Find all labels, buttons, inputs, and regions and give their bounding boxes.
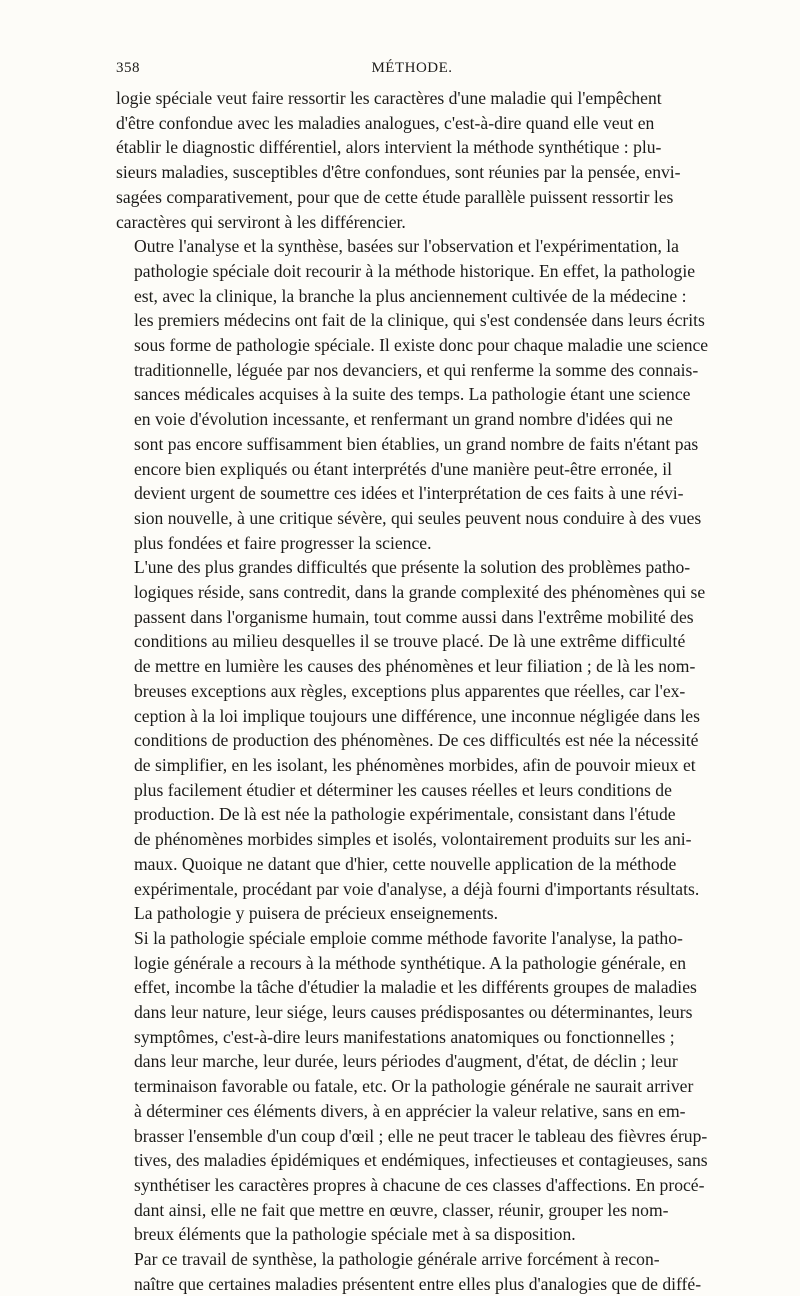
- text-line: devient urgent de soumettre ces idées et l'interprétation de ces faits à une révi-: [134, 483, 684, 504]
- text-line: naître que certaines maladies présentent entre elles plus d'analogies que de diffé-: [134, 1273, 702, 1294]
- text-line: production. De là est née la pathologie expérimentale, consistant dans l'étude: [134, 804, 676, 825]
- text-line: dant ainsi, elle ne fait que mettre en œuvre, classer, réunir, grouper les nom-: [134, 1199, 669, 1220]
- text-line: en voie d'évolution incessante, et renfermant un grand nombre d'idées qui ne: [134, 409, 673, 430]
- text-line: La pathologie y puisera de précieux enseignements.: [134, 903, 498, 924]
- text-line: sion nouvelle, à une critique sévère, qui seules peuvent nous conduire à des vues: [134, 507, 702, 528]
- text-line: terminaison favorable ou fatale, etc. Or la pathologie générale ne saurait arriver: [134, 1076, 694, 1097]
- paragraph: [116, 926, 708, 1247]
- page-number: 358: [116, 60, 140, 76]
- text-line: Si la pathologie spéciale emploie comme méthode favorite l'analyse, la patho-: [134, 927, 683, 948]
- text-line: les premiers médecins ont fait de la clinique, qui s'est condensée dans leurs écrits: [134, 310, 705, 331]
- text-line: établir le diagnostic différentiel, alors intervient la méthode synthétique : plu-: [116, 137, 662, 158]
- text-line: expérimentale, procédant par voie d'analyse, a déjà fourni d'importants résultats.: [134, 878, 700, 899]
- text-line: à déterminer ces éléments divers, à en apprécier la valeur relative, sans en em-: [134, 1100, 686, 1121]
- running-head: MÉTHODE.: [371, 60, 453, 76]
- paragraph: [116, 555, 708, 926]
- text-line: est, avec la clinique, la branche la plus anciennement cultivée de la médecine :: [134, 285, 687, 306]
- text-line: sieurs maladies, susceptibles d'être confondues, sont réunies par la pensée, envi-: [116, 162, 681, 183]
- text-line: dans leur nature, leur siége, leurs causes prédisposantes ou déterminantes, leurs: [134, 1002, 693, 1023]
- text-line: logie générale a recours à la méthode synthétique. A la pathologie générale, en: [134, 952, 687, 973]
- text-line: sagées comparativement, pour que de cette étude parallèle puissent ressortir les: [116, 186, 674, 207]
- text-line: brasser l'ensemble d'un coup d'œil ; elle ne peut tracer le tableau des fièvres érup-: [134, 1125, 708, 1146]
- body-text: [116, 86, 708, 1296]
- text-line: effet, incombe la tâche d'étudier la maladie et les différents groupes de maladies: [134, 977, 697, 998]
- text-line: encore bien expliqués ou étant interprétés d'une manière peut-être erronée, il: [134, 458, 673, 479]
- text-line: sont pas encore suffisamment bien établies, un grand nombre de faits n'étant pas: [134, 433, 699, 454]
- text-line: plus fondées et faire progresser la science.: [134, 532, 432, 553]
- paragraph: [116, 234, 708, 555]
- text-line: sances médicales acquises à la suite des temps. La pathologie étant une science: [134, 384, 691, 405]
- text-line: d'être confondue avec les maladies analogues, c'est-à-dire quand elle veut en: [116, 112, 655, 133]
- page-header: [116, 60, 708, 86]
- text-line: sous forme de pathologie spéciale. Il existe donc pour chaque maladie une science: [134, 335, 708, 356]
- text-line: tives, des maladies épidémiques et endémiques, infectieuses et contagieuses, sans: [134, 1150, 708, 1171]
- text-line: maux. Quoique ne datant que d'hier, cette nouvelle application de la méthode: [134, 853, 677, 874]
- text-line: conditions au milieu desquelles il se trouve placé. De là une extrême difficulté: [134, 631, 686, 652]
- text-line: dans leur marche, leur durée, leurs périodes d'augment, d'état, de déclin ; leur: [134, 1051, 678, 1072]
- text-line: logiques réside, sans contredit, dans la grande complexité des phénomènes qui se: [134, 582, 706, 603]
- text-line: synthétiser les caractères propres à chacune de ces classes d'affections. En procé-: [134, 1174, 705, 1195]
- text-line: caractères qui serviront à les différencier.: [116, 211, 406, 232]
- text-line: ception à la loi implique toujours une différence, une inconnue négligée dans les: [134, 705, 700, 726]
- text-line: de simplifier, en les isolant, les phénomènes morbides, afin de pouvoir mieux et: [134, 754, 696, 775]
- text-line: pathologie spéciale doit recourir à la méthode historique. En effet, la pathologie: [134, 260, 696, 281]
- text-line: Outre l'analyse et la synthèse, basées sur l'observation et l'expérimentation, la: [134, 236, 679, 257]
- text-line: L'une des plus grandes difficultés que présente la solution des problèmes patho-: [134, 557, 691, 578]
- text-line: logie spéciale veut faire ressortir les caractères d'une maladie qui l'empêchent: [116, 88, 662, 108]
- text-line: de mettre en lumière les causes des phénomènes et leur filiation ; de là les nom-: [134, 656, 696, 677]
- text-line: conditions de production des phénomènes. De ces difficultés est née la nécessité: [134, 730, 699, 751]
- text-line: traditionnelle, léguée par nos devanciers, et qui renferme la somme des connais-: [134, 359, 699, 380]
- text-line: passent dans l'organisme humain, tout comme aussi dans l'extrême mobilité des: [134, 606, 694, 627]
- text-line: de phénomènes morbides simples et isolés, volontairement produits sur les ani-: [134, 829, 692, 850]
- text-line: breux éléments que la pathologie spéciale met à sa disposition.: [134, 1224, 576, 1245]
- text-line: plus facilement étudier et déterminer les causes réelles et leurs conditions de: [134, 779, 672, 800]
- text-line: Par ce travail de synthèse, la pathologie générale arrive forcément à recon-: [134, 1249, 660, 1270]
- text-line: symptômes, c'est-à-dire leurs manifestations anatomiques ou fonctionnelles ;: [134, 1026, 675, 1047]
- text-line: breuses exceptions aux règles, exceptions plus apparentes que réelles, car l'ex-: [134, 680, 686, 701]
- paragraph: [116, 86, 708, 234]
